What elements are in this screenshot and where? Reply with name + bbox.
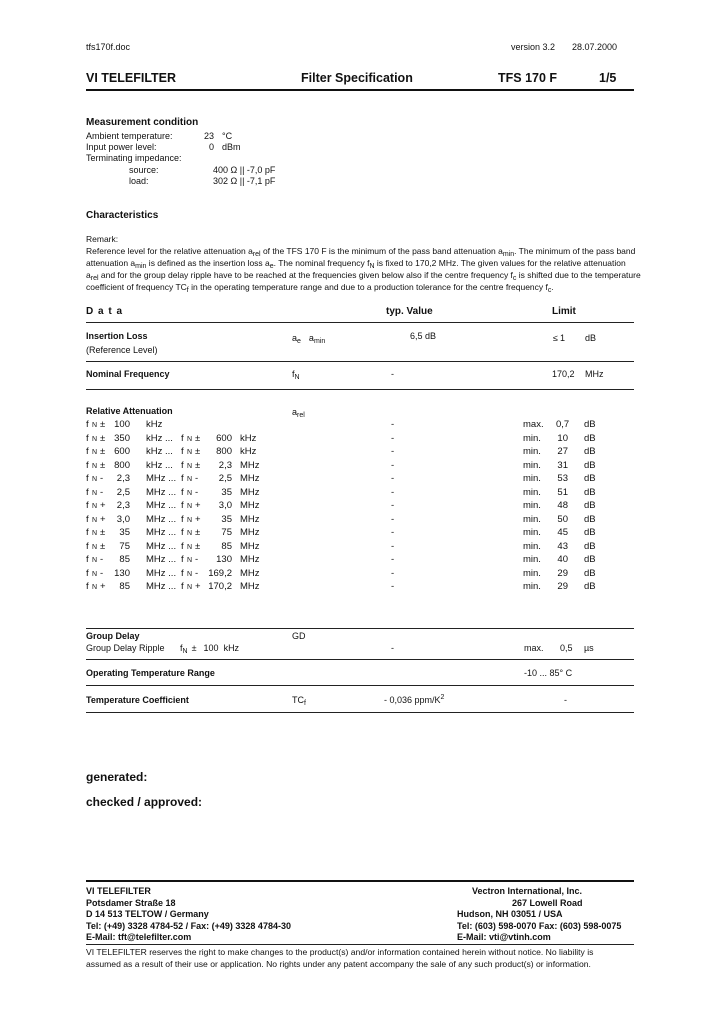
footer-left-city: D 14 513 TELTOW / Germany <box>86 909 209 920</box>
cell-op2: - <box>195 554 199 565</box>
temperature-coefficient-typ: - 0,036 ppm/$K^2$ <box>384 694 445 705</box>
measurement-title: Measurement condition <box>86 117 199 128</box>
group-delay-typ: - <box>391 643 394 653</box>
cell-unit: dB <box>584 432 596 444</box>
cell-unit: dB <box>584 486 596 498</box>
cell-f1s: N <box>92 530 98 537</box>
cell-f1s: N <box>92 449 98 456</box>
nominal-frequency-label: Nominal Frequency <box>86 369 170 379</box>
cell-lim: min. <box>523 540 541 552</box>
cell-lim: min. <box>523 527 541 538</box>
nominal-unit: MHz <box>585 369 604 379</box>
table-row <box>86 460 634 474</box>
nominal-typ: - <box>391 369 394 379</box>
group-delay-ripple-freq: $f_N \pm 100$ kHz <box>180 643 240 655</box>
cell-u1: kHz ... <box>146 459 173 471</box>
cell-unit: dB <box>584 500 596 511</box>
cell-v1: 130 <box>114 567 130 579</box>
cell-f1s: N <box>92 462 98 470</box>
ambient-label: Ambient temperature: <box>86 131 173 141</box>
cell-f2s: N <box>187 476 193 483</box>
cell-op1: ± <box>100 446 106 457</box>
cell-f2s: N <box>187 530 193 537</box>
cell-val: 48 <box>557 500 568 511</box>
table-row <box>86 568 634 582</box>
cell-op1: ± <box>100 540 106 552</box>
table-row <box>86 581 634 595</box>
cell-u1: MHz ... <box>146 513 177 525</box>
company-name: VI TELEFILTER <box>86 71 177 85</box>
cell-u2: MHz <box>240 500 260 511</box>
cell-op2: ± <box>195 446 201 457</box>
cell-unit: dB <box>584 554 596 565</box>
remark-label: Remark: <box>86 234 119 244</box>
cell-lim: min. <box>523 486 541 498</box>
cell-f2s: N <box>187 462 193 470</box>
cell-op1: + <box>100 513 106 525</box>
cell-lim: min. <box>523 473 541 484</box>
cell-f2s: N <box>187 543 193 551</box>
cell-u2: MHz <box>240 581 260 592</box>
cell-v1: 2,3 <box>116 473 130 484</box>
cell-unit: dB <box>584 419 596 430</box>
cell-f2: f <box>181 527 184 538</box>
cell-unit: dB <box>584 473 596 484</box>
doc-title: Filter Specification <box>301 71 413 85</box>
cell-v1: 350 <box>114 432 130 444</box>
cell-f1s: N <box>92 570 98 578</box>
cell-op2: + <box>195 513 201 525</box>
cell-op1: ± <box>100 459 106 471</box>
generated-label: generated: <box>86 770 148 784</box>
cell-f1: f <box>86 540 89 552</box>
cell-op2: - <box>195 473 199 484</box>
cell-u1: kHz ... <box>146 446 173 457</box>
footer-right-city: Hudson, NH 03051 / USA <box>457 909 563 920</box>
table-row <box>86 500 634 514</box>
cell-f2: f <box>181 567 184 579</box>
table-row <box>86 527 634 541</box>
approved-label: checked / approved: <box>86 795 203 809</box>
cell-f1: f <box>86 486 89 498</box>
cell-op1: - <box>100 554 104 565</box>
cell-f2s: N <box>187 584 193 591</box>
cell-op2: + <box>195 581 201 592</box>
cell-f2s: N <box>187 503 193 510</box>
cell-op2: + <box>195 500 201 511</box>
cell-lim: min. <box>523 567 541 579</box>
cell-op1: - <box>100 473 104 484</box>
cell-f2: f <box>181 459 184 471</box>
cell-u2: MHz <box>240 473 260 484</box>
cell-op1: - <box>100 567 104 579</box>
cell-typ: - <box>391 446 395 457</box>
cell-u2: kHz <box>240 446 257 457</box>
footer-right-email: E-Mail: vti@vtinh.com <box>457 932 551 943</box>
cell-v1: 100 <box>114 419 130 430</box>
cell-unit: dB <box>584 527 596 538</box>
cell-val: 50 <box>557 513 568 525</box>
footer-left-company: VI TELEFILTER <box>86 886 151 896</box>
cell-lim: min. <box>523 459 541 471</box>
table-row <box>86 487 634 501</box>
characteristics-title: Characteristics <box>86 210 159 221</box>
insertion-typ: 6,5 dB <box>410 331 437 341</box>
footer-left-phone: Tel: (+49) 3328 4784-52 / Fax: (+49) 3328 4784-30 <box>86 920 291 931</box>
ambient-unit: °C <box>222 131 233 141</box>
group-delay-lim: max. <box>524 643 544 653</box>
temperature-coefficient-limit: - <box>564 695 567 705</box>
cell-v2: 2,5 <box>218 473 232 484</box>
cell-unit: dB <box>584 540 596 552</box>
cell-f2s: N <box>187 449 193 456</box>
insertion-limit-sign: ≤ <box>553 333 558 343</box>
cell-v1: 2,3 <box>116 500 130 511</box>
cell-typ: - <box>391 486 395 498</box>
reference-level-label: (Reference Level) <box>86 345 158 355</box>
cell-f2: f <box>181 486 184 498</box>
cell-val: 29 <box>557 567 568 579</box>
cell-op2: - <box>195 567 199 579</box>
cell-u1: MHz ... <box>146 554 177 565</box>
cell-op1: + <box>100 500 106 511</box>
table-row <box>86 419 634 433</box>
cell-f1: f <box>86 432 89 444</box>
cell-u2: MHz <box>240 527 260 538</box>
cell-f2: f <box>181 473 184 484</box>
cell-u1: MHz ... <box>146 567 177 579</box>
cell-typ: - <box>391 540 395 552</box>
cell-val: 10 <box>557 432 568 444</box>
cell-v2: 35 <box>221 513 232 525</box>
cell-val: 40 <box>557 554 568 565</box>
cell-v2: 35 <box>221 486 232 498</box>
date: 28.07.2000 <box>572 42 618 52</box>
cell-u1: MHz ... <box>146 581 177 592</box>
cell-typ: - <box>391 432 395 444</box>
group-delay-value: 0,5 <box>560 643 573 653</box>
cell-op2: - <box>195 486 199 498</box>
cell-v2: 169,2 <box>208 567 232 579</box>
cell-unit: dB <box>584 446 596 457</box>
cell-lim: min. <box>523 513 541 525</box>
cell-u2: kHz <box>240 432 257 444</box>
load-value: 302 Ω || -7,1 pF <box>213 176 276 186</box>
cell-f2s: N <box>187 435 193 443</box>
cell-val: 0,7 <box>556 419 570 430</box>
remark-line-3: $a_{rel}$ and for the group delay ripple have to be reached at the frequencies given below also if the centre frequency $f_c$ is shifted due to the temperature <box>86 270 641 282</box>
operating-rule <box>86 685 634 686</box>
cell-val: 31 <box>557 459 568 471</box>
cell-f1: f <box>86 459 89 471</box>
nominal-limit: 170,2 <box>552 369 575 379</box>
insertion-unit: dB <box>585 333 597 343</box>
cell-v2: 130 <box>216 554 232 565</box>
cell-unit: dB <box>584 567 596 579</box>
cell-val: 27 <box>557 446 568 457</box>
cell-f1: f <box>86 567 89 579</box>
cell-lim: min. <box>523 500 541 511</box>
cell-v1: 600 <box>114 446 130 457</box>
limit-heading: Limit <box>552 306 576 317</box>
cell-f1: f <box>86 527 89 538</box>
group-delay-symbol: GD <box>292 631 306 641</box>
cell-f2: f <box>181 554 184 565</box>
table-row <box>86 541 634 555</box>
cell-f2s: N <box>187 557 193 564</box>
cell-op2: ± <box>195 540 201 552</box>
disclaimer-line-1: VI TELEFILTER reserves the right to make changes to the product(s) and/or information contained herein without notice. No liability is <box>86 947 594 957</box>
cell-f1s: N <box>92 543 98 551</box>
disclaimer <box>86 946 593 970</box>
cell-u2: MHz <box>240 567 260 579</box>
cell-val: 43 <box>557 540 568 552</box>
operating-temperature-label: Operating Temperature Range <box>86 668 215 678</box>
cell-typ: - <box>391 527 395 538</box>
cell-u1: MHz ... <box>146 540 177 552</box>
cell-unit: dB <box>584 513 596 525</box>
cell-v2: 3,0 <box>218 500 232 511</box>
cell-v1: 85 <box>119 581 130 592</box>
footer-right-company: Vectron International, Inc. <box>472 886 583 896</box>
cell-u1: kHz <box>146 419 163 430</box>
table-row <box>86 514 634 528</box>
cell-f2s: N <box>187 489 193 497</box>
cell-lim: max. <box>523 419 544 430</box>
cell-f1: f <box>86 500 89 511</box>
cell-f1: f <box>86 419 89 430</box>
cell-lim: min. <box>523 446 541 457</box>
cell-f1s: N <box>92 584 98 591</box>
insertion-loss-label: Insertion Loss <box>86 331 148 341</box>
cell-typ: - <box>391 513 395 525</box>
cell-u1: MHz ... <box>146 486 177 498</box>
cell-lim: min. <box>523 554 541 565</box>
cell-v1: 75 <box>119 540 130 552</box>
temperature-coefficient-label: Temperature Coefficient <box>86 695 189 705</box>
cell-op1: + <box>100 581 106 592</box>
cell-f1s: N <box>92 503 98 510</box>
cell-v2: 800 <box>216 446 232 457</box>
cell-f2: f <box>181 581 184 592</box>
cell-unit: dB <box>584 581 596 592</box>
cell-u1: MHz ... <box>146 500 177 511</box>
ambient-value: 23 <box>204 131 215 141</box>
remark-line-1: Reference level for the relative attenuation $a_{rel}$ of the TFS 170 F is the minimum of the pass band attenuation $a_{min}$. The minimum of the pass band <box>86 246 636 258</box>
load-label: load: <box>129 176 149 186</box>
impedance-label: Terminating impedance: <box>86 153 182 163</box>
cell-val: 45 <box>557 527 568 538</box>
operating-temperature-value: -10 ... 85° C <box>524 668 573 678</box>
cell-f1: f <box>86 473 89 484</box>
table-row <box>86 473 634 487</box>
cell-u2: MHz <box>240 540 260 552</box>
data-header-rule <box>86 322 634 323</box>
footer-right-street: 267 Lowell Road <box>512 897 583 908</box>
cell-typ: - <box>391 567 395 579</box>
cell-typ: - <box>391 473 395 484</box>
remark-line-4: coefficient of frequency $TC_f$ in the operating temperature range and due to a production tolerance for the centre frequency $f_c$. <box>86 282 554 294</box>
cell-typ: - <box>391 419 395 430</box>
insertion-rule <box>86 361 634 362</box>
cell-lim: min. <box>523 581 541 592</box>
nominal-rule <box>86 389 634 390</box>
data-heading: D a t a <box>86 306 124 317</box>
relative-attenuation-label: Relative Attenuation <box>86 406 173 416</box>
cell-f2: f <box>181 446 184 457</box>
power-unit: dBm <box>222 142 241 152</box>
cell-f1: f <box>86 554 89 565</box>
group-delay-unit: µs <box>584 643 594 653</box>
cell-f1: f <box>86 513 89 525</box>
file-name: tfs170f.doc <box>86 42 131 52</box>
cell-f1s: N <box>92 422 98 429</box>
disclaimer-line-2: assumed as a result of their use or application. No rights under any patent accompany the sale of any such product(s) or information. <box>86 959 591 969</box>
cell-typ: - <box>391 459 395 471</box>
cell-v1: 3,0 <box>116 513 130 525</box>
nominal-symbol: $f_N$ <box>292 369 300 381</box>
footer-rule <box>86 880 634 882</box>
power-label: Input power level: <box>86 142 157 152</box>
tempcoef-rule <box>86 712 634 713</box>
relative-symbol: $a_{rel}$ <box>292 407 305 419</box>
version: version 3.2 <box>511 42 556 52</box>
cell-op1: ± <box>100 419 106 430</box>
cell-v2: 600 <box>216 432 232 444</box>
cell-f1s: N <box>92 516 98 524</box>
source-value: 400 Ω || -7,0 pF <box>213 165 276 175</box>
footer-left <box>86 886 291 944</box>
relative-rule <box>86 628 634 629</box>
insertion-limit-value: 1 <box>560 333 566 343</box>
part-number: TFS 170 F <box>498 71 558 85</box>
group-delay-label: Group Delay <box>86 631 140 641</box>
footer-right <box>457 886 621 944</box>
cell-val: 51 <box>557 486 568 498</box>
group-delay-ripple-label: Group Delay Ripple <box>86 643 165 653</box>
cell-typ: - <box>391 500 395 511</box>
cell-v2: 2,3 <box>218 459 232 471</box>
insertion-symbol: $a_e$ $a_{min}$ <box>292 333 326 345</box>
footer-left-street: Potsdamer Straße 18 <box>86 897 176 908</box>
header-rule <box>86 89 634 91</box>
cell-op2: ± <box>195 459 201 471</box>
footer-left-email: E-Mail: tft@telefilter.com <box>86 932 192 943</box>
cell-f2: f <box>181 540 184 552</box>
cell-lim: min. <box>523 432 541 444</box>
cell-f2s: N <box>187 570 193 578</box>
cell-unit: dB <box>584 459 596 471</box>
cell-u1: MHz ... <box>146 527 177 538</box>
cell-v1: 800 <box>114 459 130 471</box>
remark-line-2: attenuation $a_{min}$ is defined as the insertion loss $a_e$. The nominal frequency $f_N$ is fixed to 170,2 MHz. The given values for the relative attenuation <box>86 258 626 270</box>
temperature-coefficient-symbol: $TC_f$ <box>292 695 306 707</box>
cell-v2: 85 <box>221 540 232 552</box>
footer-right-phone: Tel: (603) 598-0070 Fax: (603) 598-0075 <box>457 920 622 931</box>
typ-value-heading: typ. Value <box>386 306 433 317</box>
table-row <box>86 446 634 460</box>
cell-v2: 75 <box>221 527 232 538</box>
cell-u1: kHz ... <box>146 432 173 444</box>
cell-u2: MHz <box>240 459 260 471</box>
cell-op1: ± <box>100 432 106 444</box>
cell-u2: MHz <box>240 554 260 565</box>
cell-op1: ± <box>100 527 106 538</box>
cell-f1s: N <box>92 557 98 564</box>
cell-typ: - <box>391 581 395 592</box>
cell-op2: ± <box>195 527 201 538</box>
cell-f2: f <box>181 500 184 511</box>
cell-f1s: N <box>92 476 98 483</box>
power-value: 0 <box>209 142 215 152</box>
cell-u2: MHz <box>240 513 260 525</box>
source-label: source: <box>129 165 159 175</box>
cell-typ: - <box>391 554 395 565</box>
cell-op1: - <box>100 486 104 498</box>
cell-f1s: N <box>92 489 98 497</box>
table-row <box>86 433 634 447</box>
cell-op2: ± <box>195 432 201 444</box>
cell-v1: 85 <box>119 554 130 565</box>
cell-f2: f <box>181 513 184 525</box>
disclaimer-rule <box>86 944 634 945</box>
cell-f2s: N <box>187 516 193 524</box>
cell-u1: MHz ... <box>146 473 177 484</box>
group-delay-rule <box>86 659 634 660</box>
cell-val: 53 <box>557 473 568 484</box>
cell-f2: f <box>181 432 184 444</box>
cell-v1: 35 <box>119 527 130 538</box>
cell-f1: f <box>86 446 89 457</box>
cell-v2: 170,2 <box>208 581 232 592</box>
cell-v1: 2,5 <box>116 486 130 498</box>
cell-f1s: N <box>92 435 98 443</box>
cell-val: 29 <box>557 581 568 592</box>
cell-f1: f <box>86 581 89 592</box>
page-number: 1/5 <box>599 71 617 85</box>
cell-u2: MHz <box>240 486 260 498</box>
table-row <box>86 554 634 568</box>
